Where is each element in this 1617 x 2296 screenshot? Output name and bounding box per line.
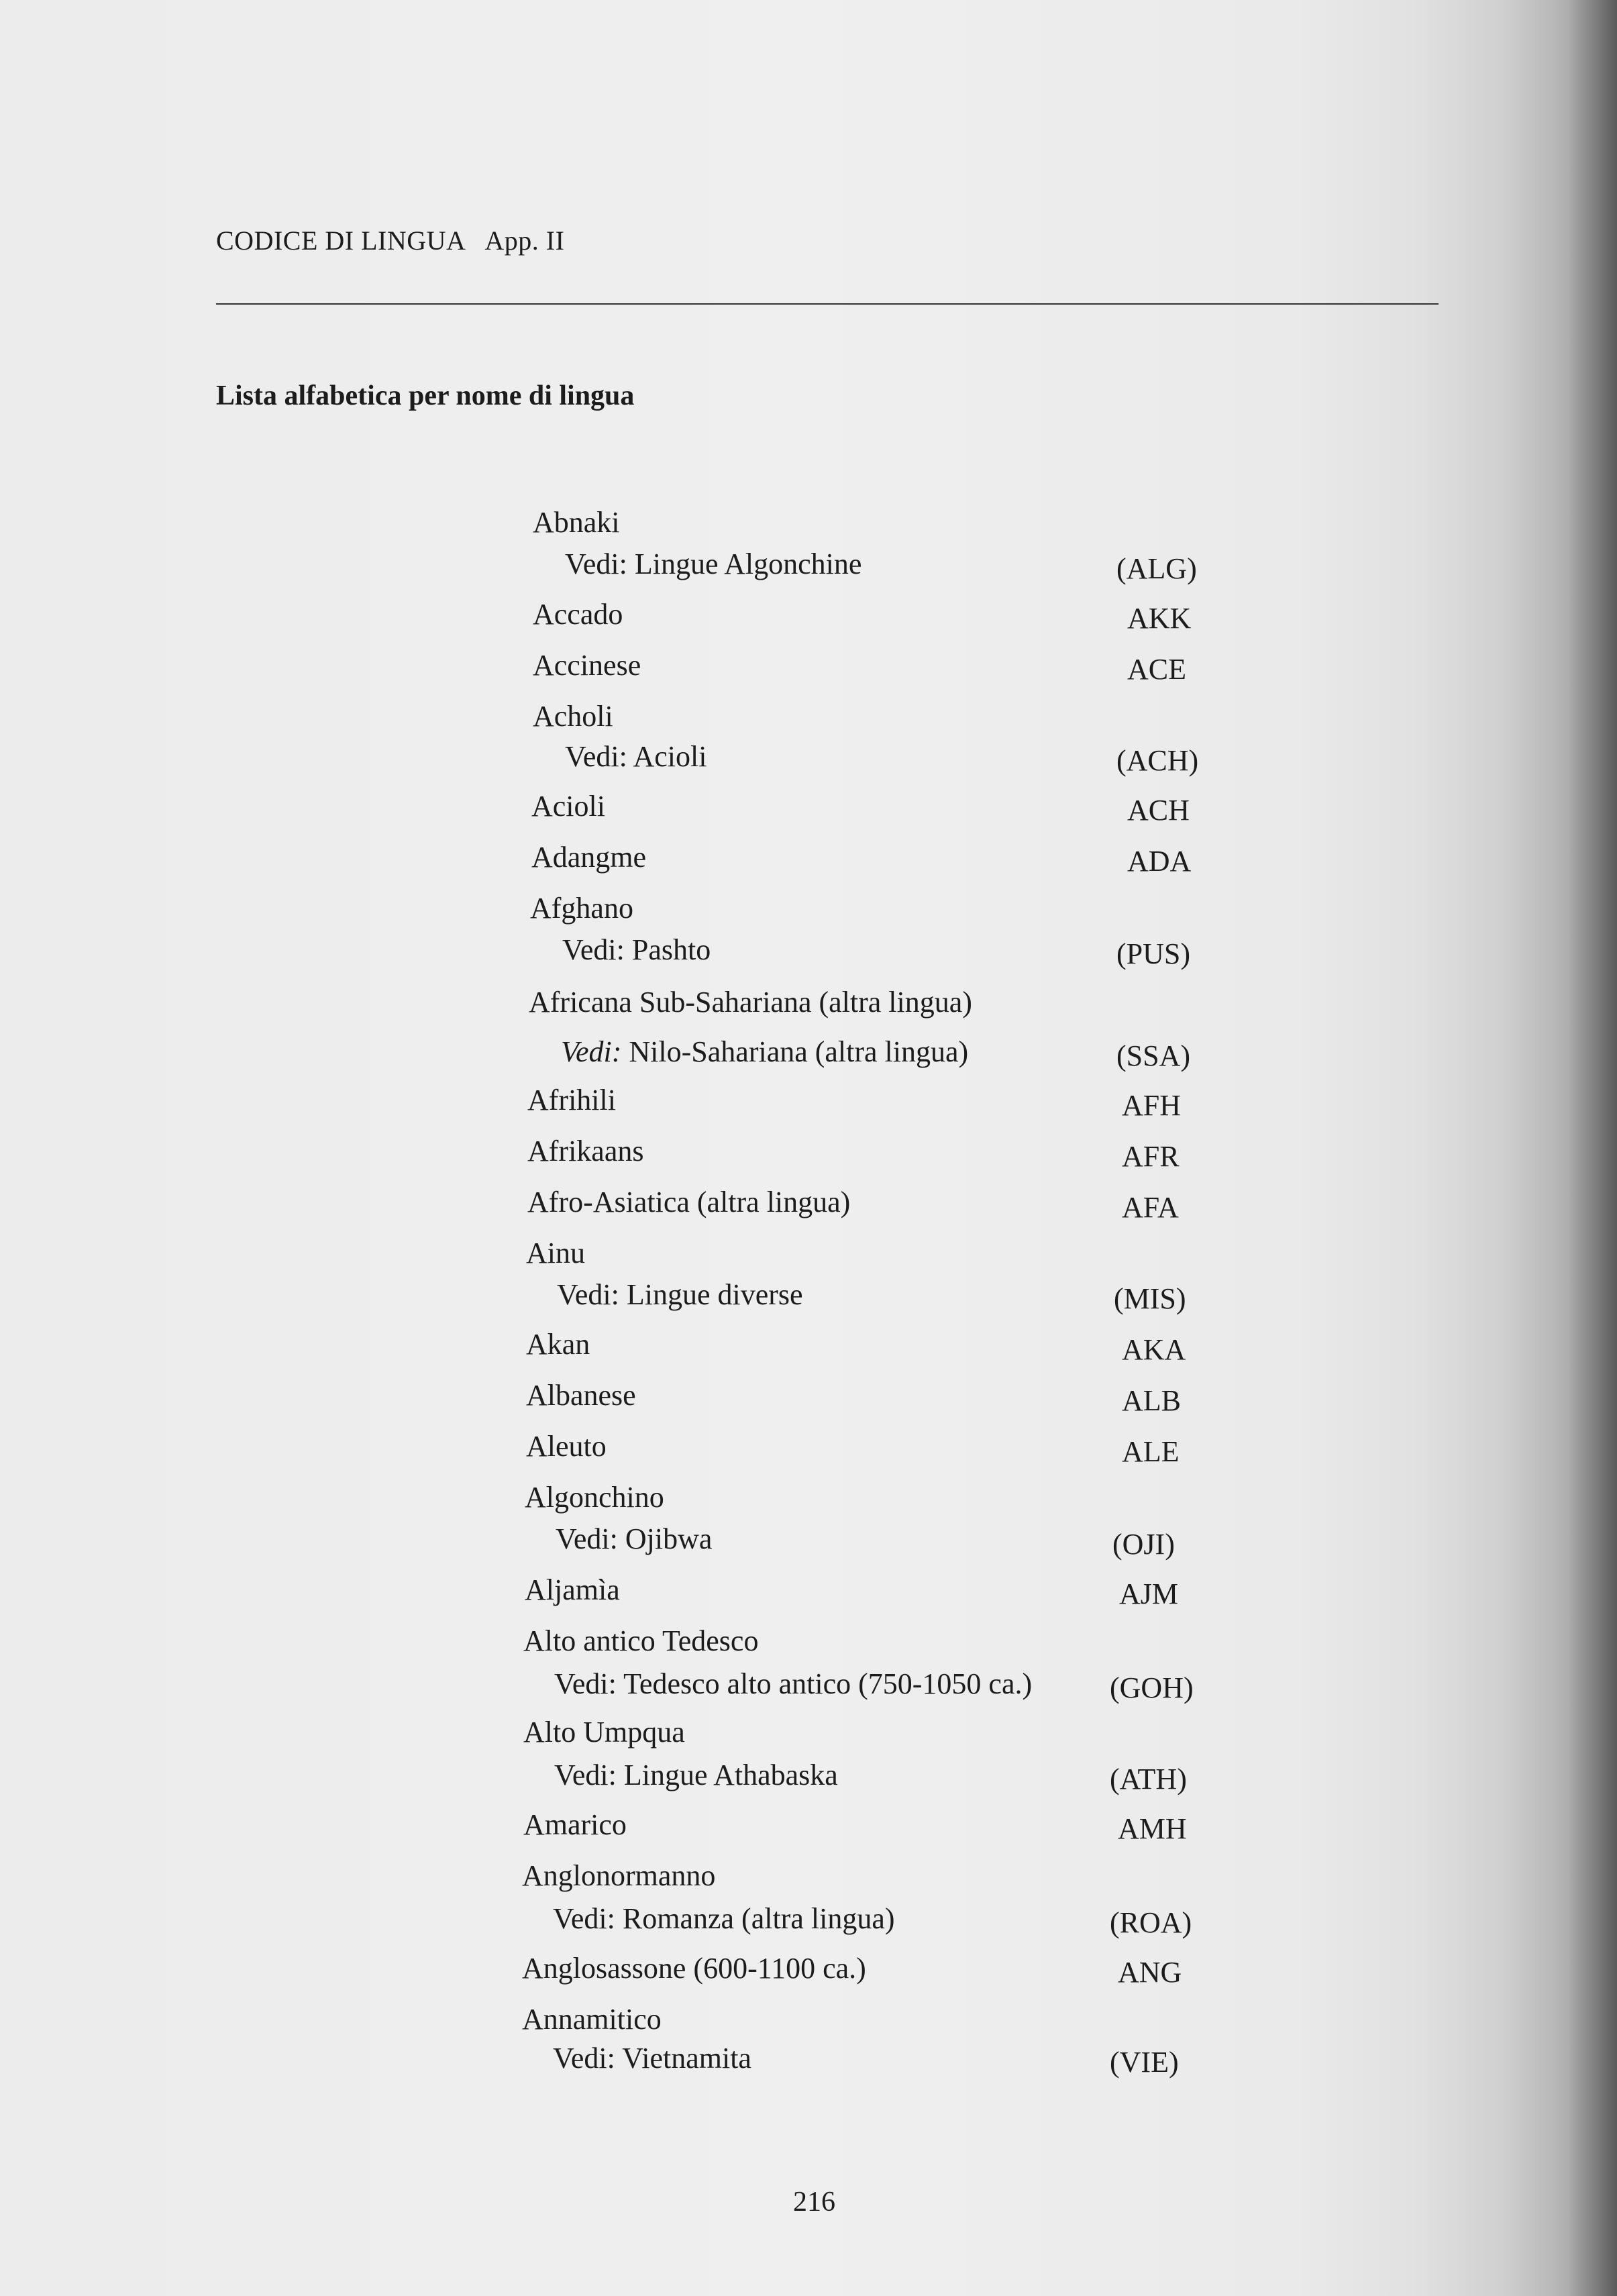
entry-code: (ALG): [1116, 552, 1197, 585]
entry-term: Algonchino: [525, 1481, 664, 1514]
entry-term: Adangme: [531, 841, 647, 874]
entry-see: [561, 1035, 968, 1069]
see-label: Vedi:: [553, 1902, 615, 1935]
section-title: Lista alfabetica per nome di lingua: [216, 380, 635, 411]
entry-term: Accinese: [533, 649, 641, 682]
see-target: Lingue Athabaska: [623, 1759, 838, 1791]
see-label: Vedi:: [554, 1667, 617, 1700]
entry-term: Anglosassone (600-1100 ca.): [522, 1952, 866, 1985]
entry-see: [557, 1277, 803, 1312]
entry-term: Accado: [533, 598, 623, 631]
entry-code: AMH: [1118, 1812, 1187, 1845]
entry-code: AKK: [1127, 602, 1192, 635]
entry-code: ACH: [1127, 794, 1190, 827]
entry-term: Ainu: [526, 1237, 585, 1269]
entry-code: ALE: [1122, 1435, 1180, 1468]
header-title: CODICE DI LINGUA: [216, 225, 466, 256]
entry-code: AJM: [1119, 1577, 1179, 1610]
entry-code: (PUS): [1116, 937, 1191, 970]
see-target: Romanza (altra lingua): [622, 1902, 895, 1935]
entry-term: Afrihili: [527, 1084, 616, 1116]
entry-code: ADA: [1127, 845, 1192, 878]
entry-term: Afghano: [530, 892, 633, 925]
see-target: Pashto: [631, 933, 711, 966]
entry-code: (VIE): [1110, 2046, 1179, 2079]
entry-term: Abnaki: [533, 506, 620, 539]
entry-see: [553, 2041, 751, 2075]
entry-code: AFA: [1122, 1191, 1179, 1224]
entry-code: ANG: [1118, 1956, 1182, 1989]
entry-code: AFR: [1122, 1140, 1180, 1173]
entry-code: (SSA): [1116, 1039, 1191, 1072]
entry-code: (ACH): [1116, 744, 1199, 777]
entry-term: Aleuto: [526, 1430, 607, 1463]
entry-term: Afro-Asiatica (altra lingua): [527, 1186, 851, 1218]
see-label: Vedi:: [561, 1035, 622, 1068]
entry-see: [554, 1758, 838, 1792]
see-label: Vedi:: [562, 933, 625, 966]
see-target: Ojibwa: [625, 1522, 713, 1555]
entry-term: Acioli: [531, 790, 605, 823]
entry-term: Alto Umpqua: [523, 1716, 685, 1749]
entry-see: [562, 933, 711, 967]
see-target: Lingue diverse: [626, 1278, 803, 1311]
entry-term: Africana Sub-Sahariana (altra lingua): [529, 986, 972, 1019]
entry-code: (ROA): [1110, 1906, 1192, 1939]
see-target: Nilo-Sahariana (altra lingua): [629, 1035, 969, 1068]
see-label: Vedi:: [565, 547, 627, 580]
entry-term: Acholi: [533, 700, 613, 733]
entry-code: AKA: [1122, 1333, 1186, 1366]
entry-code: (MIS): [1114, 1282, 1186, 1315]
entry-term: Amarico: [523, 1808, 627, 1841]
entry-see: [565, 547, 862, 581]
entry-see: [553, 1901, 895, 1936]
entry-code: (OJI): [1112, 1528, 1175, 1561]
entry-see: [565, 739, 707, 774]
see-target: Lingue Algonchine: [634, 547, 862, 580]
entry-term: Alto antico Tedesco: [523, 1624, 759, 1657]
entry-code: ALB: [1122, 1384, 1181, 1417]
see-target: Vietnamita: [622, 2042, 751, 2075]
entry-term: Aljamìa: [525, 1573, 620, 1606]
see-target: Acioli: [633, 740, 707, 773]
entry-see: [556, 1522, 712, 1556]
entry-term: Albanese: [526, 1379, 636, 1412]
entry-code: ACE: [1127, 653, 1186, 686]
see-label: Vedi:: [553, 2042, 615, 2075]
see-label: Vedi:: [556, 1522, 618, 1555]
entry-term: Annamitico: [522, 2003, 662, 2036]
entry-code: (GOH): [1110, 1671, 1194, 1704]
entry-term: Anglonormanno: [522, 1859, 716, 1892]
header-appendix: App. II: [484, 225, 565, 256]
see-target: Tedesco alto antico (750-1050 ca.): [623, 1667, 1033, 1700]
page-number: 216: [793, 2187, 835, 2217]
entry-term: Afrikaans: [527, 1135, 644, 1167]
entry-see: [554, 1667, 1032, 1701]
entry-code: (ATH): [1110, 1763, 1187, 1795]
see-label: Vedi:: [557, 1278, 619, 1311]
entry-term: Akan: [526, 1328, 590, 1361]
see-label: Vedi:: [565, 740, 627, 773]
entry-code: AFH: [1122, 1089, 1182, 1122]
see-label: Vedi:: [554, 1759, 617, 1791]
